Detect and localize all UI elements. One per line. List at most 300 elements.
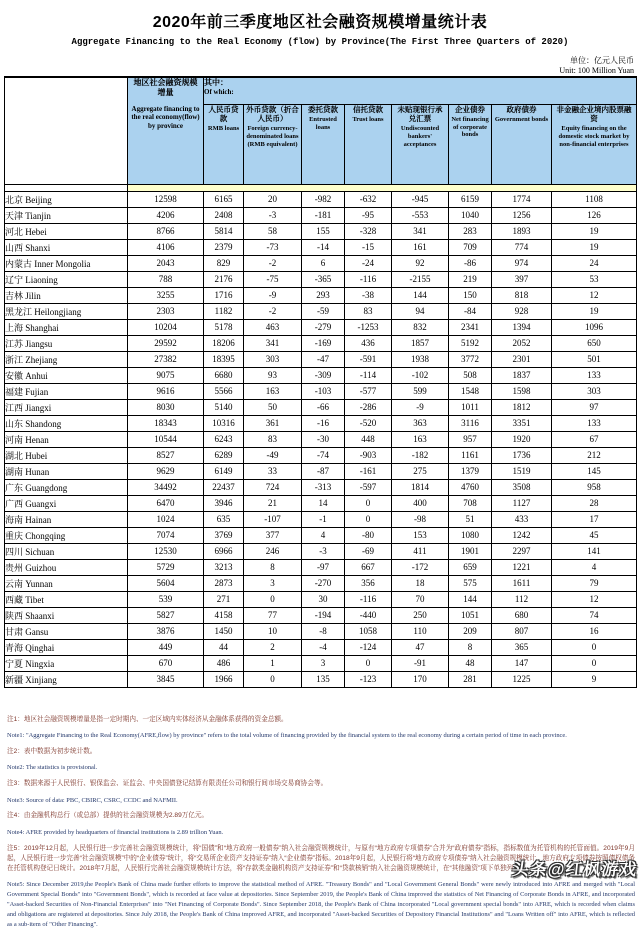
value-cell: 356 xyxy=(345,575,392,591)
value-cell: 97 xyxy=(552,399,637,415)
value-cell: 44 xyxy=(204,639,244,655)
value-cell: 19 xyxy=(552,239,637,255)
value-cell: -2 xyxy=(244,303,302,319)
value-cell: 83 xyxy=(345,303,392,319)
value-cell: 8030 xyxy=(128,399,204,415)
value-cell: 67 xyxy=(552,431,637,447)
value-cell: 788 xyxy=(128,271,204,287)
province-cell: 黑龙江 Heilongjiang xyxy=(5,303,128,319)
table-row xyxy=(5,351,637,367)
value-cell: 150 xyxy=(449,287,492,303)
value-cell: 4106 xyxy=(128,239,204,255)
note-line-cn: 注2：表中数据为初步统计数。 xyxy=(7,748,97,756)
value-cell: 341 xyxy=(244,335,302,351)
province-cell: 青海 Qinghai xyxy=(5,639,128,655)
column-header xyxy=(204,104,244,184)
value-cell: 94 xyxy=(392,303,449,319)
value-cell: 1893 xyxy=(492,223,552,239)
value-cell: -47 xyxy=(302,351,345,367)
table-row xyxy=(5,335,637,351)
value-cell: 1812 xyxy=(492,399,552,415)
value-cell: 0 xyxy=(345,511,392,527)
table-row xyxy=(5,575,637,591)
column-header xyxy=(345,104,392,184)
value-cell: 1040 xyxy=(449,207,492,223)
value-cell: 807 xyxy=(492,623,552,639)
table-row xyxy=(5,255,637,271)
value-cell: -80 xyxy=(345,527,392,543)
separator-row xyxy=(5,184,637,191)
province-cell: 浙江 Zhejiang xyxy=(5,351,128,367)
value-cell: 34492 xyxy=(128,479,204,495)
value-cell: 135 xyxy=(302,671,345,687)
value-cell: -8 xyxy=(302,623,345,639)
value-cell: 20 xyxy=(244,191,302,207)
province-cell: 河南 Henan xyxy=(5,431,128,447)
column-header xyxy=(492,104,552,184)
value-cell: 829 xyxy=(204,255,244,271)
column-header-en: Entrusted loans xyxy=(309,115,337,131)
value-cell: 3255 xyxy=(128,287,204,303)
province-cell: 内蒙古 Inner Mongolia xyxy=(5,255,128,271)
table-row xyxy=(5,367,637,383)
value-cell: 974 xyxy=(492,255,552,271)
value-cell: 10204 xyxy=(128,319,204,335)
column-header xyxy=(392,104,449,184)
value-cell: -553 xyxy=(392,207,449,223)
value-cell: 12598 xyxy=(128,191,204,207)
value-cell: 8766 xyxy=(128,223,204,239)
value-cell: 79 xyxy=(552,575,637,591)
value-cell: -123 xyxy=(345,671,392,687)
province-column-header xyxy=(5,77,128,184)
value-cell: 539 xyxy=(128,591,204,607)
value-cell: 436 xyxy=(345,335,392,351)
value-cell: 6289 xyxy=(204,447,244,463)
value-cell: 3769 xyxy=(204,527,244,543)
value-cell: -4 xyxy=(302,639,345,655)
value-cell: 74 xyxy=(552,607,637,623)
table-row xyxy=(5,463,637,479)
table-row xyxy=(5,527,637,543)
value-cell: 9629 xyxy=(128,463,204,479)
value-cell: 361 xyxy=(244,415,302,431)
value-cell: -116 xyxy=(345,591,392,607)
value-cell: 8 xyxy=(449,639,492,655)
value-cell: 463 xyxy=(244,319,302,335)
value-cell: 18343 xyxy=(128,415,204,431)
afre-table xyxy=(4,76,637,688)
value-cell: 1161 xyxy=(449,447,492,463)
value-cell: 9075 xyxy=(128,367,204,383)
value-cell: 47 xyxy=(392,639,449,655)
table-row xyxy=(5,415,637,431)
value-cell: 144 xyxy=(449,591,492,607)
unit-label-en: Unit: 100 Million Yuan xyxy=(559,66,634,75)
value-cell: 1837 xyxy=(492,367,552,383)
value-cell: 10316 xyxy=(204,415,244,431)
value-cell: 246 xyxy=(244,543,302,559)
value-cell: 24 xyxy=(552,255,637,271)
value-cell: -95 xyxy=(345,207,392,223)
table-row xyxy=(5,591,637,607)
value-cell: 12530 xyxy=(128,543,204,559)
value-cell: -945 xyxy=(392,191,449,207)
column-header xyxy=(449,104,492,184)
value-cell: 508 xyxy=(449,367,492,383)
value-cell: 1051 xyxy=(449,607,492,623)
value-cell: 2301 xyxy=(492,351,552,367)
value-cell: -1253 xyxy=(345,319,392,335)
watermark: 头条@红枫游戏 xyxy=(511,860,639,879)
table-row xyxy=(5,223,637,239)
value-cell: 2297 xyxy=(492,543,552,559)
value-cell: 1548 xyxy=(449,383,492,399)
value-cell: 83 xyxy=(244,431,302,447)
value-cell: 2052 xyxy=(492,335,552,351)
table-row xyxy=(5,319,637,335)
value-cell: -2155 xyxy=(392,271,449,287)
table-row xyxy=(5,447,637,463)
value-cell: 3213 xyxy=(204,559,244,575)
afre-column-header xyxy=(128,77,204,184)
value-cell: 18395 xyxy=(204,351,244,367)
value-cell: -309 xyxy=(302,367,345,383)
of-which-header xyxy=(204,77,637,104)
column-header-cn: 非金融企业境内股票融资 xyxy=(556,104,632,123)
column-header-cn: 委托贷款 xyxy=(308,104,338,114)
value-cell: 133 xyxy=(552,367,637,383)
of-which-cn: 其中： xyxy=(204,78,228,87)
value-cell: 1598 xyxy=(492,383,552,399)
value-cell: 6966 xyxy=(204,543,244,559)
column-header-en: Trust loans xyxy=(352,115,384,123)
value-cell: -365 xyxy=(302,271,345,287)
value-cell: 4158 xyxy=(204,607,244,623)
province-cell: 湖南 Hunan xyxy=(5,463,128,479)
value-cell: -520 xyxy=(345,415,392,431)
value-cell: -49 xyxy=(244,447,302,463)
value-cell: -2 xyxy=(244,255,302,271)
notes xyxy=(7,709,635,930)
value-cell: -591 xyxy=(345,351,392,367)
value-cell: 50 xyxy=(244,399,302,415)
value-cell: 145 xyxy=(552,463,637,479)
value-cell: -1 xyxy=(302,511,345,527)
value-cell: 12 xyxy=(552,287,637,303)
value-cell: 5729 xyxy=(128,559,204,575)
value-cell: 0 xyxy=(244,671,302,687)
table-row xyxy=(5,271,637,287)
note-line-en: Note3: Source of data: PBC, CBIRC, CSRC, CCDC and NAFMII. xyxy=(7,796,178,804)
value-cell: 659 xyxy=(449,559,492,575)
value-cell: -114 xyxy=(345,367,392,383)
value-cell: 17 xyxy=(552,511,637,527)
value-cell: -14 xyxy=(302,239,345,255)
value-cell: 4 xyxy=(302,527,345,543)
table-row xyxy=(5,383,637,399)
value-cell: 1736 xyxy=(492,447,552,463)
value-cell: 957 xyxy=(449,431,492,447)
column-header xyxy=(552,104,637,184)
value-cell: 1379 xyxy=(449,463,492,479)
table-body xyxy=(5,191,637,687)
value-cell: 486 xyxy=(204,655,244,671)
value-cell: 377 xyxy=(244,527,302,543)
province-cell: 海南 Hainan xyxy=(5,511,128,527)
value-cell: 9 xyxy=(552,671,637,687)
value-cell: 1519 xyxy=(492,463,552,479)
province-cell: 福建 Fujian xyxy=(5,383,128,399)
value-cell: 53 xyxy=(552,271,637,287)
afre-header-en: Aggregate financing to the real economy(flow) by province xyxy=(131,105,200,130)
value-cell: 1182 xyxy=(204,303,244,319)
value-cell: 77 xyxy=(244,607,302,623)
value-cell: 18206 xyxy=(204,335,244,351)
value-cell: 10544 xyxy=(128,431,204,447)
separator-white xyxy=(5,184,128,191)
value-cell: 3 xyxy=(244,575,302,591)
value-cell: 30 xyxy=(302,591,345,607)
value-cell: -91 xyxy=(392,655,449,671)
value-cell: 667 xyxy=(345,559,392,575)
province-cell: 云南 Yunnan xyxy=(5,575,128,591)
value-cell: 1225 xyxy=(492,671,552,687)
value-cell: 110 xyxy=(392,623,449,639)
value-cell: -24 xyxy=(345,255,392,271)
value-cell: 2 xyxy=(244,639,302,655)
value-cell: 365 xyxy=(492,639,552,655)
table-row xyxy=(5,655,637,671)
value-cell: -87 xyxy=(302,463,345,479)
value-cell: 6159 xyxy=(449,191,492,207)
province-cell: 上海 Shanghai xyxy=(5,319,128,335)
province-cell: 安徽 Anhui xyxy=(5,367,128,383)
column-header-en: Undiscounted bankers' acceptances xyxy=(400,125,440,148)
value-cell: 599 xyxy=(392,383,449,399)
value-cell: 250 xyxy=(392,607,449,623)
value-cell: 2379 xyxy=(204,239,244,255)
value-cell: 7074 xyxy=(128,527,204,543)
value-cell: 0 xyxy=(552,655,637,671)
separator-yellow xyxy=(128,184,637,191)
value-cell: 8 xyxy=(244,559,302,575)
column-header-cn: 未贴现银行承兑汇票 xyxy=(397,104,443,123)
value-cell: 3772 xyxy=(449,351,492,367)
table-row xyxy=(5,671,637,687)
page-title: 2020年前三季度地区社会融资规模增量统计表 xyxy=(152,14,488,31)
value-cell: 303 xyxy=(552,383,637,399)
value-cell: 271 xyxy=(204,591,244,607)
value-cell: 1 xyxy=(244,655,302,671)
page-subtitle: Aggregate Financing to the Real Economy (flow) by Province(The First Three Quarters of 2020) xyxy=(71,37,569,47)
value-cell: -86 xyxy=(449,255,492,271)
value-cell: 4760 xyxy=(449,479,492,495)
value-cell: 212 xyxy=(552,447,637,463)
value-cell: -286 xyxy=(345,399,392,415)
value-cell: -66 xyxy=(302,399,345,415)
value-cell: 8527 xyxy=(128,447,204,463)
province-cell: 湖北 Hubei xyxy=(5,447,128,463)
value-cell: 5192 xyxy=(449,335,492,351)
note-line-en: Note2: The statistics is provisional. xyxy=(7,764,98,772)
value-cell: -102 xyxy=(392,367,449,383)
province-cell: 贵州 Guizhou xyxy=(5,559,128,575)
table-row xyxy=(5,207,637,223)
value-cell: 6470 xyxy=(128,495,204,511)
value-cell: 93 xyxy=(244,367,302,383)
value-cell: 4 xyxy=(552,559,637,575)
value-cell: -181 xyxy=(302,207,345,223)
value-cell: -15 xyxy=(345,239,392,255)
value-cell: 70 xyxy=(392,591,449,607)
value-cell: 400 xyxy=(392,495,449,511)
note-line-en: Note4: AFRE provided by headquarters of financial institutions is 2.89 trillion Yuan. xyxy=(7,828,224,836)
value-cell: -279 xyxy=(302,319,345,335)
value-cell: -903 xyxy=(345,447,392,463)
column-header-cn: 外币贷款（折合人民币） xyxy=(246,104,299,123)
value-cell: 5814 xyxy=(204,223,244,239)
value-cell: 6 xyxy=(302,255,345,271)
afre-header-cn: 地区社会融资规模增量 xyxy=(133,78,198,97)
value-cell: 19 xyxy=(552,303,637,319)
table-row xyxy=(5,639,637,655)
province-cell: 北京 Beijing xyxy=(5,191,128,207)
value-cell: 1450 xyxy=(204,623,244,639)
province-cell: 重庆 Chongqing xyxy=(5,527,128,543)
value-cell: 1857 xyxy=(392,335,449,351)
province-cell: 天津 Tianjin xyxy=(5,207,128,223)
column-header-en: Net financing of corporate bonds xyxy=(451,115,489,139)
value-cell: 22437 xyxy=(204,479,244,495)
column-header-cn: 企业债券 xyxy=(455,104,485,114)
value-cell: 281 xyxy=(449,671,492,687)
value-cell: 3351 xyxy=(492,415,552,431)
value-cell: 163 xyxy=(392,431,449,447)
value-cell: 12 xyxy=(552,591,637,607)
value-cell: -182 xyxy=(392,447,449,463)
value-cell: 1221 xyxy=(492,559,552,575)
column-header-en: Equity financing on the domestic stock market by non-financial enterprises xyxy=(558,125,630,148)
value-cell: -97 xyxy=(302,559,345,575)
table-row xyxy=(5,543,637,559)
value-cell: 0 xyxy=(345,495,392,511)
value-cell: 2176 xyxy=(204,271,244,287)
value-cell: 112 xyxy=(492,591,552,607)
value-cell: 832 xyxy=(392,319,449,335)
value-cell: 27382 xyxy=(128,351,204,367)
value-cell: 2043 xyxy=(128,255,204,271)
note-line-cn: 注3：数据来源于人民银行、银保监会、证监会、中央国债登记结算有限责任公司和银行间市场交易商协会等。 xyxy=(7,780,328,788)
value-cell: 209 xyxy=(449,623,492,639)
value-cell: 1938 xyxy=(392,351,449,367)
note-line-en: Note5: Since December 2019,the People's Bank of China made further efforts to improve the statistical method of AFRE. "Treasury Bonds" and "Local Government General Bonds" were newly introduced into AFRE and merged with "Local Government Special Bonds" into "Government Bonds", which is recorded at face value at depositories. Since September 2019, the People's Bank of China improved the statistics of Net Financing of Corporate Bonds in AFRE, and incorporated "Asset-backed Securities of Non-Financial Enterprises" into "Net Financing of Corporate Bonds". Since September 2018, the People's Bank of China incorporated "Local government special bonds" into AFRE, which is recorded when claims and obligations are registered at depositories. Since July 2018, the People's Bank of China improved AFRE, and incorporated "Asset-backed Securities of Depository Financial Institutions" and "Loans Written off" into AFRE, which is reflected as a sub-item of "Other Financing". xyxy=(7,881,635,928)
value-cell: 1716 xyxy=(204,287,244,303)
value-cell: -59 xyxy=(302,303,345,319)
value-cell: -328 xyxy=(345,223,392,239)
province-cell: 西藏 Tibet xyxy=(5,591,128,607)
value-cell: 3508 xyxy=(492,479,552,495)
value-cell: -107 xyxy=(244,511,302,527)
value-cell: -124 xyxy=(345,639,392,655)
value-cell: -194 xyxy=(302,607,345,623)
value-cell: 1127 xyxy=(492,495,552,511)
column-header xyxy=(302,104,345,184)
province-cell: 陕西 Shaanxi xyxy=(5,607,128,623)
value-cell: 170 xyxy=(392,671,449,687)
value-cell: 3 xyxy=(302,655,345,671)
value-cell: 155 xyxy=(302,223,345,239)
value-cell: 126 xyxy=(552,207,637,223)
table-row xyxy=(5,191,637,207)
column-header-cn: 人民币贷款 xyxy=(208,104,239,123)
value-cell: 4206 xyxy=(128,207,204,223)
value-cell: 0 xyxy=(244,591,302,607)
value-cell: 818 xyxy=(492,287,552,303)
value-cell: 1058 xyxy=(345,623,392,639)
value-cell: 48 xyxy=(449,655,492,671)
value-cell: 3876 xyxy=(128,623,204,639)
province-cell: 甘肃 Gansu xyxy=(5,623,128,639)
value-cell: 3116 xyxy=(449,415,492,431)
value-cell: 708 xyxy=(449,495,492,511)
header-row-top xyxy=(5,77,637,104)
value-cell: 5140 xyxy=(204,399,244,415)
value-cell: 293 xyxy=(302,287,345,303)
value-cell: -116 xyxy=(345,271,392,287)
note-line-cn: 注5：2019年12月起，人民银行进一步完善社会融资规模统计，将“国债”和“地方政府一般债券”纳入社会融资规模统计，与原有“地方政府专项债券”合并为“政府债券”指标，指标数值为托管机构的托管面值。2019年9月起，人民银行进一步完善“社会融资规模”中的“企业债券”统计，将“交易所企业资产支持证券”纳入“企业债券”指标。2018年9月起，人民银行将“地方政府专项债券”纳入社会融资规模统计，地方政府专项债券按照债权债务在托管机构登记日统计。2018年7月起，人民银行完善社会融资规模统计方法，将“存款类金融机构资产支持证券”和“贷款核销”纳入社会融资规模统计，在“其他融资”项下单独列示。 xyxy=(7,844,635,872)
value-cell: 709 xyxy=(449,239,492,255)
value-cell: 670 xyxy=(128,655,204,671)
value-cell: 163 xyxy=(244,383,302,399)
value-cell: 141 xyxy=(552,543,637,559)
table-row xyxy=(5,607,637,623)
table-row xyxy=(5,287,637,303)
value-cell: 411 xyxy=(392,543,449,559)
note-line-cn: 注1：地区社会融资规模增量是指一定时期内、一定区域内实体经济从金融体系获得的资金总额。 xyxy=(7,716,288,723)
table-row xyxy=(5,239,637,255)
value-cell: 1011 xyxy=(449,399,492,415)
value-cell: 303 xyxy=(244,351,302,367)
value-cell: 1024 xyxy=(128,511,204,527)
value-cell: 5178 xyxy=(204,319,244,335)
value-cell: 1611 xyxy=(492,575,552,591)
value-cell: 448 xyxy=(345,431,392,447)
value-cell: 635 xyxy=(204,511,244,527)
value-cell: 5604 xyxy=(128,575,204,591)
value-cell: 3845 xyxy=(128,671,204,687)
value-cell: -9 xyxy=(392,399,449,415)
value-cell: -84 xyxy=(449,303,492,319)
table-row xyxy=(5,303,637,319)
of-which-en: Of which: xyxy=(204,88,234,97)
value-cell: 5566 xyxy=(204,383,244,399)
value-cell: 2408 xyxy=(204,207,244,223)
province-cell: 河北 Hebei xyxy=(5,223,128,239)
value-cell: 5827 xyxy=(128,607,204,623)
value-cell: -75 xyxy=(244,271,302,287)
value-cell: 45 xyxy=(552,527,637,543)
value-cell: -161 xyxy=(345,463,392,479)
value-cell: 144 xyxy=(392,287,449,303)
value-cell: 0 xyxy=(552,639,637,655)
unit-block xyxy=(559,56,634,76)
province-cell: 山西 Shanxi xyxy=(5,239,128,255)
table-row xyxy=(5,559,637,575)
table-row xyxy=(5,479,637,495)
province-cell: 辽宁 Liaoning xyxy=(5,271,128,287)
column-header-en: Foreign currency-denominated loans (RMB equivalent) xyxy=(246,125,299,148)
